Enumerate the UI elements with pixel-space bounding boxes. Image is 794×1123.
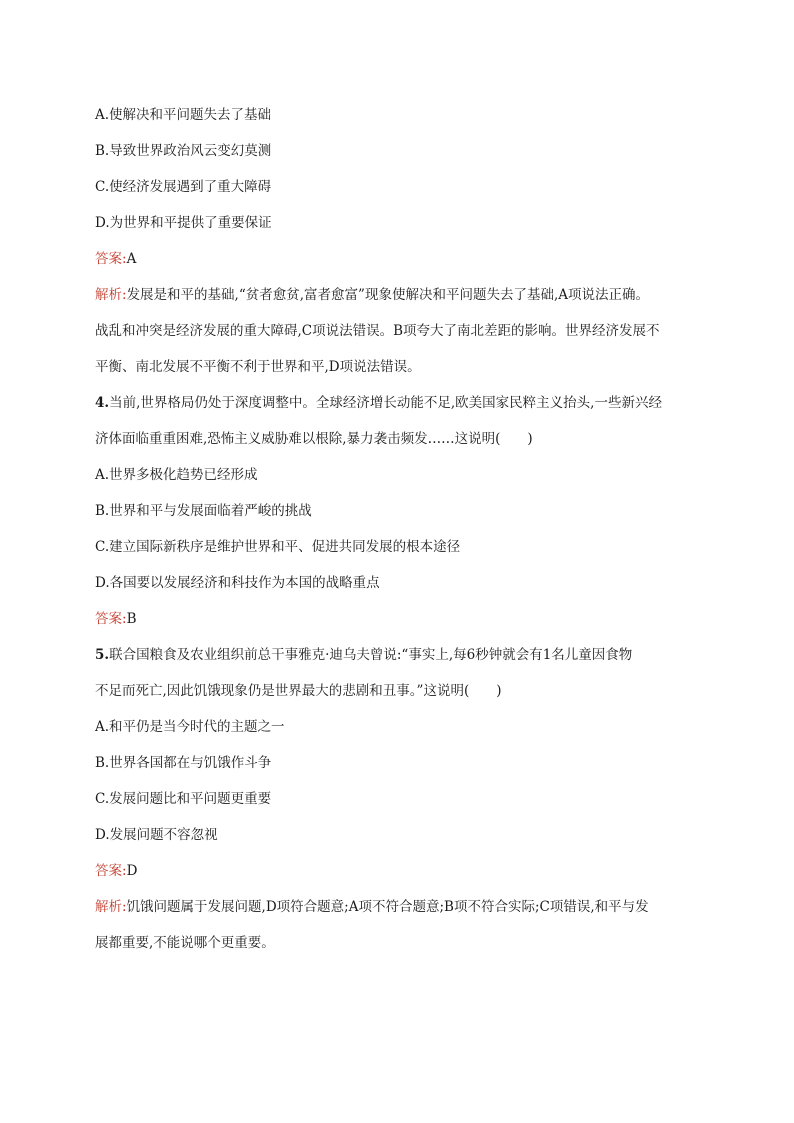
q3-answer xyxy=(95,250,136,268)
answer-value: A xyxy=(126,251,137,267)
answer-value: B xyxy=(126,611,137,627)
q5-analysis-line-2: 展都重要,不能说哪个更重要。 xyxy=(95,935,275,951)
q3-analysis-line-3: 平衡、南北发展不平衡不利于世界和平,D项说法错误。 xyxy=(95,359,421,375)
q4-option-d: D.各国要以发展经济和科技作为本国的战略重点 xyxy=(95,575,380,591)
q4-stem-line-2: 济体面临重重困难,恐怖主义威胁难以根除,暴力袭击频发……这说明( ) xyxy=(95,431,533,447)
analysis-label: 解析: xyxy=(95,287,127,303)
q5-stem-line-2: 不足而死亡,因此饥饿现象仍是世界最大的悲剧和丑事。”这说明( ) xyxy=(95,683,502,699)
answer-label: 答案: xyxy=(95,863,127,879)
q5-option-b: B.世界各国都在与饥饿作斗争 xyxy=(95,755,272,771)
q5-option-d: D.发展问题不容忽视 xyxy=(95,827,218,843)
q4-option-c: C.建立国际新秩序是维护世界和平、促进共同发展的根本途径 xyxy=(95,539,461,555)
q3-option-b: B.导致世界政治风云变幻莫测 xyxy=(95,143,272,159)
q4-stem-line-1 xyxy=(95,394,662,412)
q4-option-b: B.世界和平与发展面临着严峻的挑战 xyxy=(95,503,312,519)
stem-text: 联合国粮食及农业组织前总干事雅克·迪乌夫曾说:“事实上,每6秒钟就会有1名儿童因食物 xyxy=(109,647,633,663)
question-number: 4. xyxy=(95,395,110,411)
analysis-text: 饥饿问题属于发展问题,D项符合题意;A项不符合题意;B项不符合实际;C项错误,和平与发 xyxy=(126,899,649,915)
q3-analysis-line-2: 战乱和冲突是经济发展的重大障碍,C项说法错误。B项夸大了南北差距的影响。世界经济发展不 xyxy=(95,323,660,339)
q3-option-a: A.使解决和平问题失去了基础 xyxy=(95,107,272,123)
question-number: 5. xyxy=(95,647,110,663)
answer-label: 答案: xyxy=(95,251,127,267)
q3-option-d: D.为世界和平提供了重要保证 xyxy=(95,215,272,231)
q5-analysis-line-1 xyxy=(95,898,649,916)
q4-answer xyxy=(95,610,136,628)
q5-option-a: A.和平仍是当今时代的主题之一 xyxy=(95,719,285,735)
answer-value: D xyxy=(126,863,138,879)
analysis-text: 发展是和平的基础,“贫者愈贫,富者愈富”现象使解决和平问题失去了基础,A项说法正确。 xyxy=(126,287,649,303)
q3-analysis-line-1 xyxy=(95,286,649,304)
q5-stem-line-1 xyxy=(95,646,632,664)
q3-option-c: C.使经济发展遇到了重大障碍 xyxy=(95,179,272,195)
q4-option-a: A.世界多极化趋势已经形成 xyxy=(95,467,258,483)
q5-option-c: C.发展问题比和平问题更重要 xyxy=(95,791,272,807)
q5-answer xyxy=(95,862,137,880)
stem-text: 当前,世界格局仍处于深度调整中。全球经济增长动能不足,欧美国家民粹主义抬头,一些新兴经 xyxy=(109,395,662,411)
answer-label: 答案: xyxy=(95,611,127,627)
analysis-label: 解析: xyxy=(95,899,127,915)
